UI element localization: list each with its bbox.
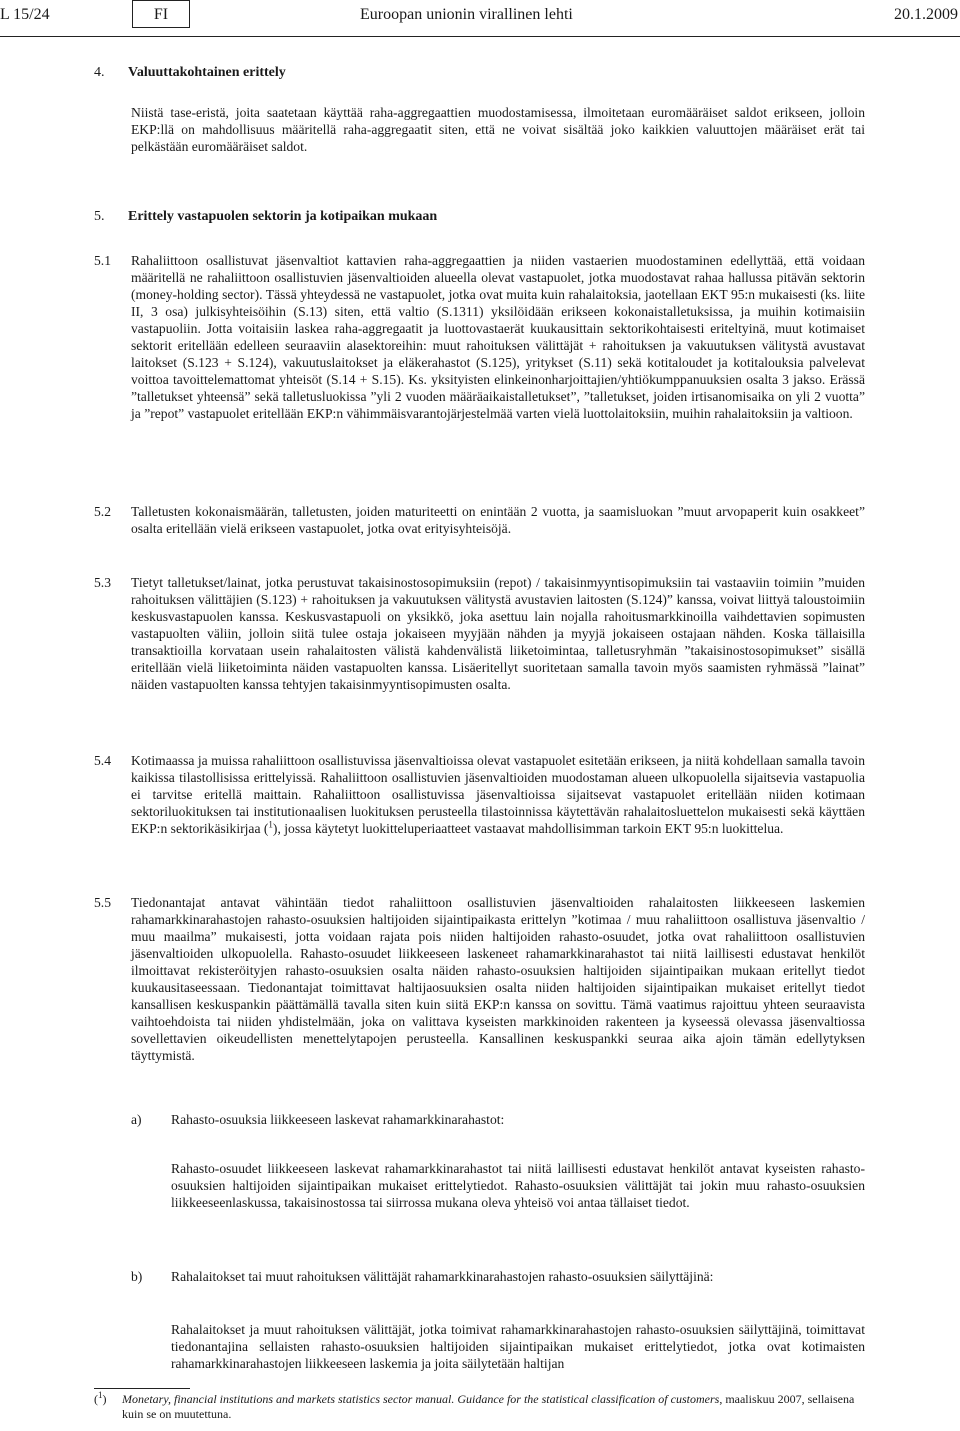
paragraph-5-1: Rahaliittoon osallistuvat jäsenvaltiot kattavien raha-aggregaattien ja niiden vastaerien muodostaminen edellyttää, että voidaan määritellä ne rahaliittoon osallistuvien jäsenvaltioiden alueella olevat vastapuolet, jotka muodostavat rahaa hallussa pitävän sektorin (money-holding sector). Tässä yhteydessä ne vastapuolet, jotka ovat muita kuin rahalaitoksia, jaotellaan EKT 95:n mukaisesti (ks. liite II, 3 osa) julkisyhteisöihin (S.13) siten, että valtio (S.1311) yksilöidään erikseen kokonaistalletuksissa, ja muihin kotimaisiin vastapuoliin. Jotta voitaisiin laskea raha-aggregaatit ja luottovastaerät kuukausittain sektorikohtaisesti eriteltyinä, muut kotimaiset sektorit eritellään edelleen seuraaviin alasektoreihin: muut rahoituksen välittäjät + rahoituksen ja vakuutuksen välitystä avustavat laitokset (S.123 + S.124), vakuutuslaitokset ja eläkerahastot (S.125), yritykset (S.11) sekä kotitaloudet ja kotitalouksia palvelevat voittoa tavoittelemattomat yhteisöt (S.14 + S.15). Ks. yksityisten elinkeinonharjoittajien/yhtiökumppanuuksien osalta 3 jakso. Erässä ”talletukset yhteensä” sekä talletusluokissa ”yli 2 vuoden määräaikaistalletukset”, ”talletukset, joiden irtisanomisaika on yli 2 vuotta” ja ”repot” vastapuolet eritellään EKP:n vähimmäisvarantojärjestelmää varten vielä luottolaitoksiin, muihin rahalaitoksiin ja valtioon.: [131, 253, 865, 421]
list-item-b-text: Rahalaitokset ja muut rahoituksen välittäjät, jotka toimivat rahamarkkinarahastojen rahasto-osuuksien säilyttäjinä, toimittavat tiedonantajina sellaisten rahasto-osuuksien haltijoiden sijaintipaikan mukaiset erittelytiedot, jotka ovat kotimaisten rahamarkkinarahastojen liikkeeseen laskemia ja joita säilytetään haltijan: [171, 1322, 865, 1371]
footnote-text: [122, 1392, 864, 1422]
section-number: 4.: [94, 65, 105, 80]
language-code-box: FI: [132, 0, 190, 28]
section-number: 5.: [94, 209, 105, 224]
list-item-b-title: Rahalaitokset tai muut rahoituksen välittäjät rahamarkkinarahastojen rahasto-osuuksien säilyttäjinä:: [171, 1269, 714, 1284]
list-item-letter: b): [131, 1269, 143, 1284]
journal-title: Euroopan unionin virallinen lehti: [360, 6, 573, 23]
section-title: Valuuttakohtainen erittely: [128, 65, 286, 80]
paragraph-number: 5.5: [94, 895, 111, 910]
section-4-heading: [94, 64, 286, 81]
paragraph-5-2: Talletusten kokonaismäärän, talletusten, joiden maturiteetti on enintään 2 vuotta, ja saamisluokan ”muut arvopaperit kuin osakkeet” osalta eritellään vielä erikseen vastapuolet, jotka ovat erityisyhteisöjä.: [131, 504, 865, 536]
page-header: [0, 0, 960, 40]
paragraph-number: 5.1: [94, 253, 111, 268]
footnote-title: Monetary, financial institutions and markets statistics sector manual. Guidance for the statistical classification of customers: [122, 1392, 720, 1406]
section-4-paragraph: Niistä tase-eristä, joita saatetaan käyttää raha-aggregaattien muodostamisessa, ilmoitetaan euromääräiset saldot erikseen, jolloin EKP:llä on mahdollisuus määritellä raha-aggregaatit siten, että ne voivat sisältää joko kaikkien valuuttojen määräiset erät tai pelkästään euromääräiset saldot.: [131, 105, 865, 154]
list-item-a-text: Rahasto-osuudet liikkeeseen laskevat rahamarkkinarahastot tai niitä laillisesti edustavat henkilöt antavat kyseisten rahasto-osuuksien haltijoiden sijaintipaikan mukaiset erittelytiedot. Rahasto-osuuksien välittäjät tai jokin muu rahasto-osuuksien liikkeeseenlaskussa, takaisinostossa tai siirrossa mukana oleva yhteisö voi antaa tällaiset tiedot.: [171, 1161, 865, 1210]
paragraph-number: 5.3: [94, 575, 111, 590]
section-5-heading: [94, 208, 437, 225]
publication-date: 20.1.2009: [894, 6, 958, 23]
header-divider: [0, 36, 960, 37]
list-item-letter: a): [131, 1112, 142, 1127]
paragraph-5-5: Tiedonantajat antavat vähintään tiedot rahaliittoon osallistuvien jäsenvaltioiden rahalaitosten liikkeeseen laskemien rahamarkkinarahastojen rahasto-osuuksien haltijoiden sijaintipaikasta erittelyn ”kotimaa / muu rahaliittoon osallistuva jäsenvaltio / muu maailma” mukaisesti, jotta voidaan rajata pois niiden haltijoiden rahasto-osuudet, jotka ovat rahaliittoon osallistuvien jäsenvaltioiden ulkopuolella. Rahasto-osuudet liikkeeseen laskeneet rahamarkkinarahastot tai niitä laillisesti edustavat henkilöt ilmoittavat rekisteröityjen rahasto-osuuksien osalta näiden rahasto-osuuksien haltijoiden sijaintipaikan mukaan eritellyt tiedot kuukausitaseessaan. Tiedonantajat toimittavat haltijaosuuksien osalta niiden haltijoiden sijaintipaikan mukaiset eritellyt tiedot kansallisen keskuspankin päättämällä tavalla siten kuin siitä EKP:n kanssa on sovittu. Tämä vaatimus rajoittuu yhteen seuraavista vaihtoehdoista tai niiden yhdistelmään, joka on valittava kyseisten markkinoiden rakenteen ja kyseessä olevassa jäsenvaltiossa sovellettavien oikeudellisten menettelytapojen perusteella. Kansallinen keskuspankki seuraa aika ajoin tämän edellytyksen täyttymistä.: [131, 895, 865, 1063]
footnote-number-value: 1: [98, 1390, 103, 1400]
section-title: Erittely vastapuolen sektorin ja kotipaikan mukaan: [128, 209, 438, 224]
list-item-a-title: Rahasto-osuuksia liikkeeseen laskevat rahamarkkinarahastot:: [171, 1112, 505, 1127]
paragraph-5-4: [131, 752, 865, 837]
footnote-reference: 1: [268, 819, 273, 830]
footnote-divider: [94, 1388, 190, 1389]
footnote-paren: ): [102, 1392, 107, 1406]
footnote-suffix: , maaliskuu 2007, sellaisena kuin se on muutettuna.: [122, 1392, 855, 1421]
paragraph-5-3: Tietyt talletukset/lainat, jotka perustuvat takaisinostosopimuksiin (repot) / takaisinmyyntisopimuksiin tai vastaaviin toimiin ”muiden rahoituksen välittäjien (S.123) + rahoituksen ja vakuutuksen välitystä avustavien laitosten (S.124)” kanssa, voivat liittyä taloustoimiin keskusvastapuolen kanssa. Keskusvastapuoli on yksikkö, joka asettuu lain nojalla rahoitusmarkkinoilla vaihdettavien sopimusten vastapuolten väliin, jolloin siitä tulee ostaja jokaiseen myyjään nähden ja myyjä jokaiseen ostajaan nähden. Koska tällaisilla transaktioilla korvataan usein rahalaitosten välistä kahdenvälistä liiketoimintaa, talletusryhmän ”takaisinostosopimukset” sisällä eritellään vielä liiketoiminta näiden vastapuolten kanssa. Lisäeritellyt suoritetaan samalla tavoin myös saamisten ryhmässä ”lainat” näiden vastapuolten kanssa tehtyjen takaisinmyyntisopimusten osalta.: [131, 575, 865, 692]
paragraph-text: ), jossa käytetyt luokitteluperiaatteet vastaavat mahdollisimman tarkoin EKT 95:n luokittelua.: [272, 821, 784, 836]
paragraph-text: Kotimaassa ja muissa rahaliittoon osallistuvissa jäsenvaltioissa olevat vastapuolet esitetään erikseen, ja niitä kohdellaan samalla tavoin kaikissa tilastollisissa erittelyissä. Rahaliittoon osallistuvien jäsenvaltioiden muodostaman alueen ulkopuolella sijaitsevia vastapuolia ei tarvitse eritellä maittain. Rahaliittoon osallistuvissa jäsenvaltioissa sijaitsevat vastapuolet eritellään niiden kotimaan sektoriluokituksen tai institutionaalisen luokituksen perusteella tilastoinnissa käytettävän rahalaitosluettelon mukaisesti sekä käyttäen EKP:n sektorikäsikirjaa (: [131, 753, 865, 836]
footnote-number: [94, 1392, 107, 1407]
paragraph-number: 5.2: [94, 504, 111, 519]
paragraph-number: 5.4: [94, 753, 111, 768]
footnote-paren: (: [94, 1392, 98, 1406]
page-reference: L 15/24: [0, 6, 50, 23]
